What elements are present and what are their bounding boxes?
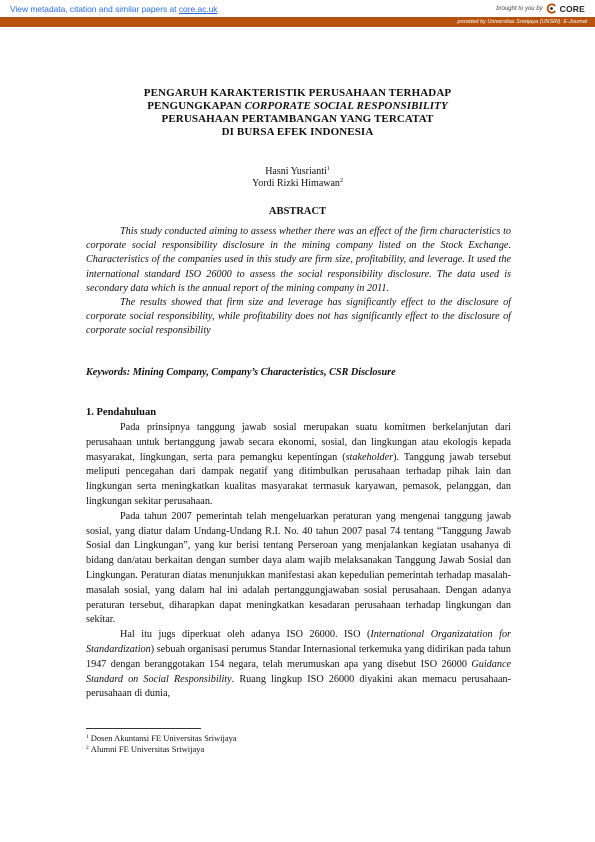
abstract bbox=[86, 225, 511, 339]
title-line-part: PENGUNGKAPAN bbox=[147, 100, 245, 112]
keywords: Keywords: Mining Company, Company’s Characteristics, CSR Disclosure bbox=[86, 367, 396, 378]
provided-by-text[interactable]: provided by Universitas Sriwijaya (UNSRI): E-Journal bbox=[457, 18, 587, 25]
author bbox=[0, 178, 595, 190]
paper-title bbox=[0, 87, 595, 139]
body-text-run: ). Tanggung jawab tersebut meliputi pencegahan dari dampak negatif yang ditimbulkan perusahaan terhadap pihak lain dan lingkungan serta meningkatkan kualitas masyarakat termasuk karyawan, pemasok, pelanggan, dan lingkungan sekitar perusahaan. bbox=[86, 451, 511, 507]
core-banner bbox=[0, 0, 595, 27]
title-line: DI BURSA EFEK INDONESIA bbox=[221, 126, 374, 138]
body-text bbox=[86, 421, 511, 702]
body-text-run: Pada prinsipnya tanggung jawab sosial merupakan suatu komitmen berkelanjutan dari perusahaan untuk bertanggung jawab secara ekonomi, sosial, dan lingkungan atau ekologis kepada masyarakat, lingkungan, serta para pemangku kepentingan ( bbox=[86, 422, 511, 463]
author-name: Yordi Rizki Himawan bbox=[252, 178, 340, 189]
footnote-divider bbox=[86, 728, 201, 729]
body-text-italic: stakeholder bbox=[345, 451, 394, 463]
body-text-run: Hal itu jugs diperkuat oleh adanya ISO 26000. ISO ( bbox=[120, 629, 371, 641]
authors bbox=[0, 166, 595, 190]
core-site-link[interactable]: core.ac.uk bbox=[178, 4, 218, 14]
body-text-run: . Ruang lingkup ISO 26000 diyakini akan memacu perusahaan-perusahaan di dunia, bbox=[86, 673, 511, 700]
footnote bbox=[86, 744, 237, 755]
body-paragraph bbox=[86, 628, 511, 702]
body-text-run: ) sebuah organisasi perumus Standar Internasional terkemuka yang didirikan pada tahun 1947 dengan beranggotakan 154 negara, telah merumuskan apa yang disebut ISO 26000 bbox=[86, 643, 511, 670]
section-heading: 1. Pendahuluan bbox=[86, 407, 157, 418]
body-paragraph bbox=[86, 421, 511, 510]
abstract-paragraph: This study conducted aiming to assess whether there was an effect of the firm characteristics to corporate social responsibility disclosure in the mining company listed on the Stock Exchange. Characteristics of the companies used in this study are firm size, profitability, and leverage. It used the international standard ISO 26000 to assess the social responsibility disclosure. The data used is secondary data which is the annual report of the mining company in 2011. bbox=[86, 226, 511, 294]
footnote-mark: 2 bbox=[86, 745, 89, 751]
title-line bbox=[0, 100, 595, 113]
abstract-paragraph: The results showed that firm size and leverage has significantly effect to the disclosure of corporate social responsibility, while profitability does not has significantly effect to the disclosure of corporate social responsibility bbox=[86, 297, 511, 337]
core-metadata-link[interactable] bbox=[10, 4, 217, 14]
footnote bbox=[86, 733, 237, 744]
body-text-italic: Guidance Standard on Social Responsibility bbox=[86, 658, 511, 685]
core-provider-strip bbox=[0, 17, 595, 27]
footnote-text: Dosen Akuntansi FE Universitas Sriwijaya bbox=[90, 733, 237, 743]
author-name: Hasni Yusrianti bbox=[265, 166, 327, 177]
footnote-mark: 1 bbox=[326, 166, 330, 172]
core-logo-icon bbox=[546, 3, 557, 14]
core-brand-name: CORE bbox=[559, 3, 585, 14]
brought-by-text: brought to you by bbox=[496, 5, 543, 12]
footnote-mark: 1 bbox=[86, 734, 89, 740]
abstract-heading: ABSTRACT bbox=[268, 206, 327, 217]
footnotes bbox=[86, 733, 237, 755]
title-line-italic: CORPORATE SOCIAL RESPONSIBILITY bbox=[244, 100, 448, 112]
core-link-text: View metadata, citation and similar papers at bbox=[10, 4, 179, 14]
body-paragraph: Pada tahun 2007 pemerintah telah mengeluarkan peraturan yang mengenai tanggung jawab sosial, yang diatur dalam Undang-Undang R.I. No. 40 tahun 2007 pasal 74 tentang “Tanggung Jawab Sosial dan Lingkungan”, yang kur berisi tentang Perseroan yang menjalankan kegiatan usahanya di bidang dan/atau berkaitan dengan sumber daya alam wajib melaksanakan Tanggung Jawab Sosial dan Lingkungan. Peraturan diatas menunjukkan manifestasi akan kepedulian pemerintah terhadap masalah-masalah sosial, yang dalam hal ini adalah pertanggungjawaban sosial perusahaan. Dengan adanya peraturan tersebut, diharapkan dapat meningkatkan kesadaran perusahaan terhadap lingkungan dan sekitar. bbox=[86, 510, 511, 626]
core-brand[interactable] bbox=[496, 3, 585, 14]
title-line: PENGARUH KARAKTERISTIK PERUSAHAAN TERHADAP bbox=[143, 87, 452, 99]
author bbox=[0, 166, 595, 178]
footnote-text: Alumni FE Universitas Sriwijaya bbox=[90, 744, 205, 754]
body-text-italic: International Organizatation for Standardization bbox=[86, 629, 512, 655]
footnote-mark: 2 bbox=[339, 178, 343, 184]
title-line: PERUSAHAAN PERTAMBANGAN YANG TERCATAT bbox=[161, 113, 434, 125]
